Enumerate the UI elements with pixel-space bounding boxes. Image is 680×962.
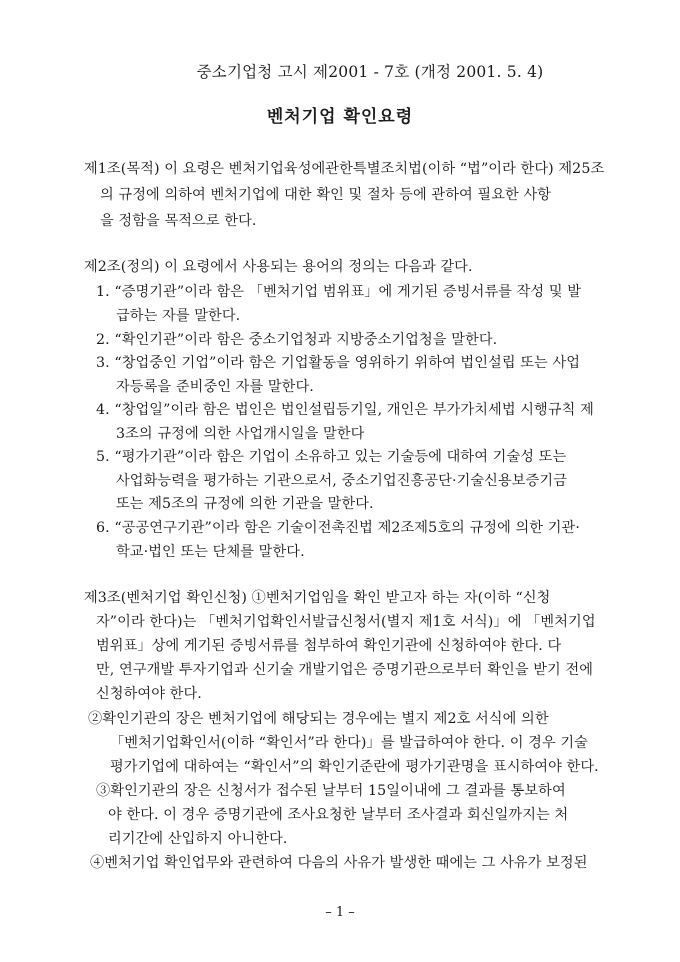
article3-para2-line2: 「벤처기업확인서(이하 “확인서”라 한다)」를 발급하여야 한다. 이 경우 기술 — [110, 735, 588, 751]
article3-para2-line3: 평가기업에 대하여는 “확인서”의 확인기준란에 평가기관명을 표시하여야 한다. — [110, 759, 599, 775]
document-title: 벤처기업 확인요령 — [266, 107, 414, 127]
article1-line2: 의 규정에 의하여 벤처기업에 대한 확인 및 절차 등에 관하여 필요한 사항 — [100, 187, 552, 203]
article2-item6-line2: 학교·법인 또는 단체를 말한다. — [116, 544, 305, 560]
article3-para2-line1: ②확인기관의 장은 벤처기업에 해당되는 경우에는 별지 제2호 서식에 의한 — [88, 711, 549, 727]
notice-header: 중소기업청 고시 제2001 - 7호 (개정 2001. 5. 4) — [196, 63, 544, 81]
article3-para3-line1: ③확인기관의 장은 신청서가 접수된 날부터 15일이내에 그 결과를 통보하여 — [96, 783, 566, 799]
article2-item1-line1: 1. “증명기관”이라 함은 「벤처기업 범위표」에 게기된 증빙서류를 작성 및 발 — [96, 284, 582, 300]
article2-item6-line1: 6. “공공연구기관”이라 함은 기술이전촉진법 제2조제5호의 규정에 의한 기관· — [96, 520, 580, 536]
article1-line3: 을 정함을 목적으로 한다. — [100, 213, 257, 229]
article2-item3-line1: 3. “창업중인 기업”이라 함은 기업활동을 영위하기 위하여 법인설립 또는 사업 — [96, 355, 581, 371]
page-number: – 1 – — [325, 905, 355, 920]
article2-item5-line3: 또는 제5조의 규정에 의한 기관을 말한다. — [116, 496, 374, 512]
article2-item4-line1: 4. “창업일”이라 함은 법인은 법인설립등기일, 개인은 부가가치세법 시행규칙 제 — [96, 402, 594, 418]
article3-line4: 만, 연구개발 투자기업과 신기술 개발기업은 증명기관으로부터 확인을 받기 전에 — [96, 662, 594, 678]
article2-item3-line2: 자등록을 준비중인 자를 말한다. — [116, 379, 314, 395]
article3-line2: 자”이라 한다)는 「벤처기업확인서발급신청서(별지 제1호 서식)」에 「벤처기업 — [96, 614, 596, 630]
article3-line5: 신청하여야 한다. — [96, 686, 202, 702]
article1-line1: 제1조(목적) 이 요령은 벤처기업육성에관한특별조치법(이하 “법”이라 한다) 제25조 — [84, 161, 605, 177]
article3-para3-line2: 야 한다. 이 경우 증명기관에 조사요청한 날부터 조사결과 회신일까지는 처 — [108, 807, 569, 823]
article2-item4-line2: 3조의 규정에 의한 사업개시일을 말한다 — [116, 426, 365, 442]
article2-heading: 제2조(정의) 이 요령에서 사용되는 용어의 정의는 다음과 같다. — [84, 259, 473, 275]
article3-line3: 범위표」상에 게기된 증빙서류를 첨부하여 확인기관에 신청하여야 한다. 다 — [96, 638, 562, 654]
article3-para3-line3: 리기간에 산입하지 아니한다. — [108, 831, 288, 847]
article3-para4-line1: ④벤처기업 확인업무와 관련하여 다음의 사유가 발생한 때에는 그 사유가 보정된 — [90, 855, 588, 871]
article3-line1: 제3조(벤처기업 확인신청) ①벤처기업임을 확인 받고자 하는 자(이하 “신청 — [84, 590, 551, 606]
article2-item5-line1: 5. “평가기관”이라 함은 기업이 소유하고 있는 기술등에 대하여 기술성 또는 — [96, 449, 567, 465]
article2-item2-line1: 2. “확인기관”이라 함은 중소기업청과 지방중소기업청을 말한다. — [96, 332, 498, 348]
article2-item5-line2: 사업화능력을 평가하는 기관으로서, 중소기업진흥공단·기술신용보증기금 — [116, 473, 568, 489]
article2-item1-line2: 급하는 자를 말한다. — [116, 308, 241, 324]
